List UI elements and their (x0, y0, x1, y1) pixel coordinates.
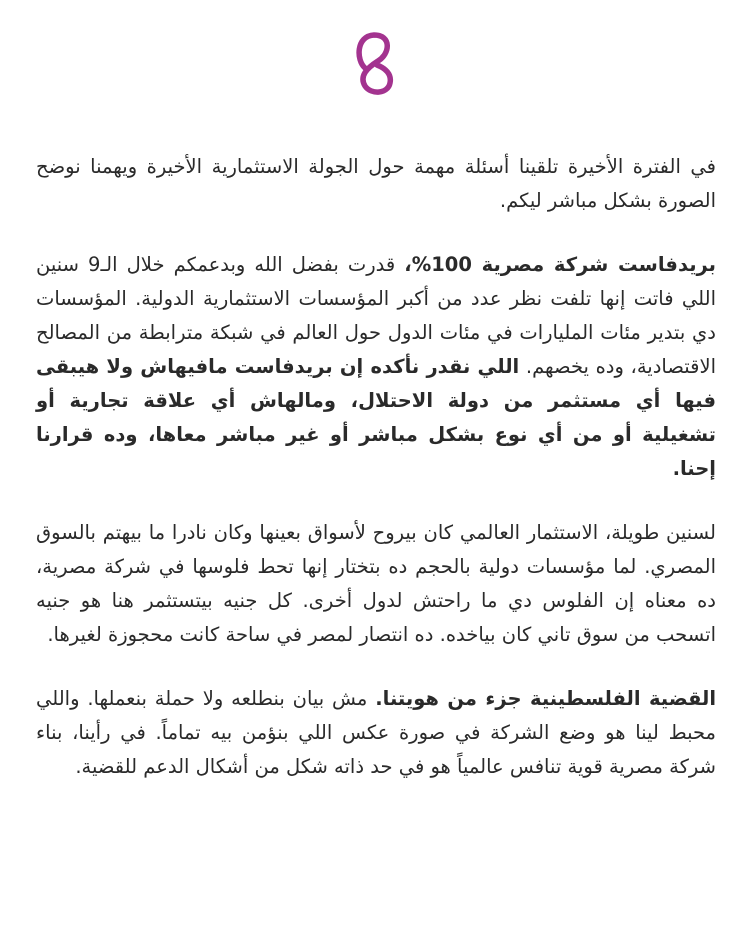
breadfast-logo-icon (352, 28, 398, 98)
statement-body (36, 150, 716, 814)
investment-text: لسنين طويلة، الاستثمار العالمي كان بيروح لأسواق بعينها وكان نادرا ما بيهتم بالسوق المصري. لما مؤسسات دولية بالحجم ده بتختار إنها تحط فلوسها في شركة مصرية، ده معناه إن الفلوس دي ما راحتش لدول أخرى. كل جنيه بيتستثمر هنا هو جنيه اتسحب من سوق تاني كان بياخده. ده انتصار لمصر في ساحة كانت محجوزة لغيرها. (36, 521, 716, 646)
ownership-text: قدرت بفضل الله وبدعمكم خلال الـ9 سنين اللي فاتت إنها تلفت نظر عدد من أكبر المؤسسات الاستثمارية الدولية. المؤسسات دي بتدير مئات المليارات في مئات الدول حول العالم في شبكة مترابطة من المصالح الاقتصادية، وده يخصهم. (36, 253, 716, 378)
paragraph-palestine (36, 682, 716, 784)
paragraph-ownership (36, 248, 716, 486)
palestine-lead: القضية الفلسطينية جزء من هويتنا. (375, 687, 717, 710)
ownership-lead: بريدفاست شركة مصرية 100%، (404, 253, 716, 276)
ownership-commitment: اللي نقدر نأكده إن بريدفاست مافيهاش ولا هيبقى فيها أي مستثمر من دولة الاحتلال، ومالهاش أي علاقة تجارية أو تشغيلية أو من أي نوع بشكل مباشر أو غير مباشر معاها، وده قرارنا إحنا. (36, 355, 716, 480)
paragraph-intro (36, 150, 716, 218)
paragraph-investment (36, 516, 716, 652)
intro-text: في الفترة الأخيرة تلقينا أسئلة مهمة حول الجولة الاستثمارية الأخيرة ويهمنا نوضح الصورة بشكل مباشر ليكم. (36, 155, 716, 212)
palestine-text: مش بيان بنطلعه ولا حملة بنعملها. واللي محبط لينا هو وضع الشركة في صورة عكس اللي بنؤمن بيه تماماً. في رأينا، بناء شركة مصرية قوية تنافس عالمياً هو في حد ذاته شكل من أشكال الدعم للقضية. (36, 687, 716, 778)
